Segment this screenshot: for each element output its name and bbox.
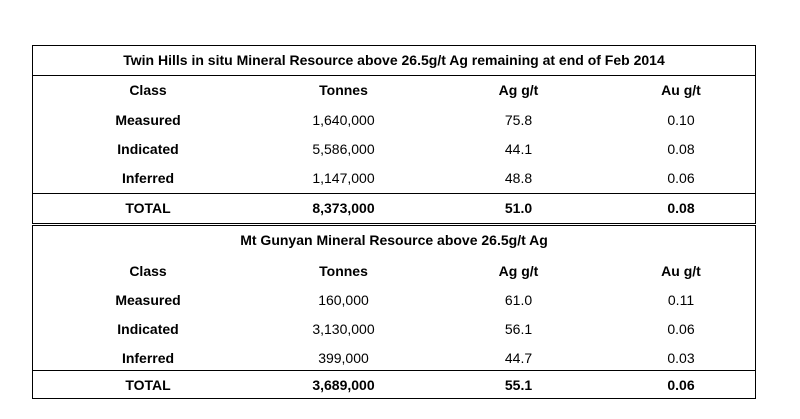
header-ag-grade: Ag g/t xyxy=(498,82,539,98)
cell-ag-grade: 44.7 xyxy=(504,350,533,366)
cell-au-grade: 0.03 xyxy=(667,350,695,366)
cell-class: Inferred xyxy=(121,350,175,366)
cell-au-grade: 0.10 xyxy=(667,112,695,128)
cell-tonnes: 3,130,000 xyxy=(312,321,375,337)
table-row xyxy=(33,286,755,315)
cell-au-grade: 0.06 xyxy=(667,377,695,393)
table-row xyxy=(33,315,755,344)
cell-class: Indicated xyxy=(117,141,179,157)
header-tonnes: Tonnes xyxy=(319,82,368,98)
twin-hills-resource-table xyxy=(32,45,756,224)
cell-ag-grade: 61.0 xyxy=(504,292,533,308)
cell-tonnes: 5,586,000 xyxy=(312,141,375,157)
cell-ag-grade: 56.1 xyxy=(504,321,533,337)
table-title: Mt Gunyan Mineral Resource above 26.5g/t Ag xyxy=(240,232,548,248)
table-row xyxy=(33,106,755,135)
header-class: Class xyxy=(129,82,167,98)
header-class: Class xyxy=(129,263,167,279)
cell-ag-grade: 48.8 xyxy=(504,170,533,186)
cell-class: TOTAL xyxy=(125,200,171,216)
table-title: Twin Hills in situ Mineral Resource above 26.5g/t Ag remaining at end of Feb 2014 xyxy=(33,46,755,76)
header-au-grade: Au g/t xyxy=(661,263,701,279)
cell-class: Indicated xyxy=(117,321,179,337)
cell-class: TOTAL xyxy=(125,377,171,393)
header-au-grade: Au g/t xyxy=(661,82,701,98)
cell-ag-grade: 51.0 xyxy=(504,200,533,216)
cell-class: Measured xyxy=(115,112,181,128)
cell-tonnes: 1,640,000 xyxy=(312,112,375,128)
cell-ag-grade: 75.8 xyxy=(504,112,533,128)
cell-tonnes: 399,000 xyxy=(318,350,369,366)
cell-au-grade: 0.06 xyxy=(667,321,695,337)
table-row xyxy=(33,135,755,164)
cell-tonnes: 8,373,000 xyxy=(312,200,375,216)
cell-au-grade: 0.11 xyxy=(667,292,695,308)
cell-au-grade: 0.08 xyxy=(667,200,695,216)
cell-class: Inferred xyxy=(121,170,175,186)
cell-tonnes: 1,147,000 xyxy=(312,170,375,186)
cell-ag-grade: 44.1 xyxy=(504,141,533,157)
table-header-row xyxy=(33,257,755,286)
cell-class: Measured xyxy=(115,292,181,308)
header-ag-grade: Ag g/t xyxy=(498,263,539,279)
table-total-row xyxy=(33,193,755,223)
table-row xyxy=(33,164,755,193)
cell-tonnes: 3,689,000 xyxy=(312,377,375,393)
cell-ag-grade: 55.1 xyxy=(504,377,533,393)
cell-tonnes: 160,000 xyxy=(318,292,369,308)
table-total-row xyxy=(33,370,755,400)
table-header-row xyxy=(33,76,755,105)
cell-au-grade: 0.06 xyxy=(667,170,695,186)
cell-au-grade: 0.08 xyxy=(667,141,695,157)
table-row xyxy=(33,344,755,373)
header-tonnes: Tonnes xyxy=(319,263,368,279)
mt-gunyan-resource-table xyxy=(32,225,756,399)
